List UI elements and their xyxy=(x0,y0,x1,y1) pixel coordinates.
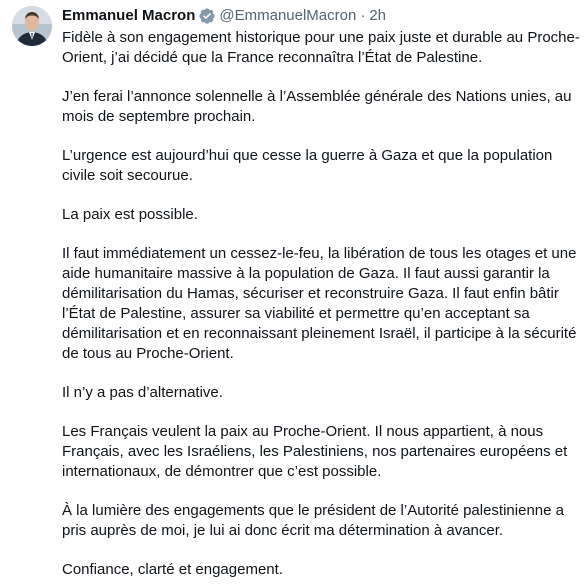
tweet-paragraph-4: La paix est possible. xyxy=(62,206,198,223)
author-display-name[interactable]: Emmanuel Macron xyxy=(62,7,196,24)
tweet-timestamp[interactable]: 2h xyxy=(369,7,387,24)
separator-dot: · xyxy=(360,7,366,24)
author-handle[interactable]: @EmmanuelMacron xyxy=(219,7,357,24)
tweet-header xyxy=(62,6,581,26)
verified-badge-icon xyxy=(198,7,216,25)
tweet-text xyxy=(62,28,581,580)
tweet-paragraph-3: L’urgence est aujourd’hui que cesse la guerre à Gaza et que la population civile soit secourue. xyxy=(62,147,553,184)
avatar[interactable] xyxy=(12,6,52,46)
tweet-paragraph-1: Fidèle à son engagement historique pour une paix juste et durable au Proche-Orient, j’ai décidé que la France reconnaîtra l’État de Palestine. xyxy=(62,29,580,66)
tweet-paragraph-9: Confiance, clarté et engagement. xyxy=(62,561,283,578)
tweet-paragraph-5: Il faut immédiatement un cessez-le-feu, la libération de tous les otages et une aide humanitaire massive à la population de Gaza. Il faut aussi garantir la démilitarisation du Hamas, sécuriser et reconstruire Gaza. Il faut enfin bâtir l’État de Palestine, assurer sa viabilité et permettre qu’en acceptant sa démilitarisation et en reconnaissant pleinement Israël, il participe à la sécurité de tous au Proche-Orient. xyxy=(62,245,577,362)
tweet-paragraph-8: À la lumière des engagements que le président de l’Autorité palestinienne a pris auprès de moi, je lui ai donc écrit ma détermination à avancer. xyxy=(62,502,564,539)
tweet-paragraph-2: J’en ferai l’annonce solennelle à l’Assemblée générale des Nations unies, au mois de septembre prochain. xyxy=(62,88,572,125)
tweet-paragraph-6: Il n’y a pas d’alternative. xyxy=(62,384,223,401)
profile-photo-icon xyxy=(12,6,52,46)
tweet-content xyxy=(62,6,581,580)
tweet-paragraph-7: Les Français veulent la paix au Proche-Orient. Il nous appartient, à nous Français, avec les Israéliens, les Palestiniens, nos partenaires européens et internationaux, de démontrer que c’est possible. xyxy=(62,423,568,480)
